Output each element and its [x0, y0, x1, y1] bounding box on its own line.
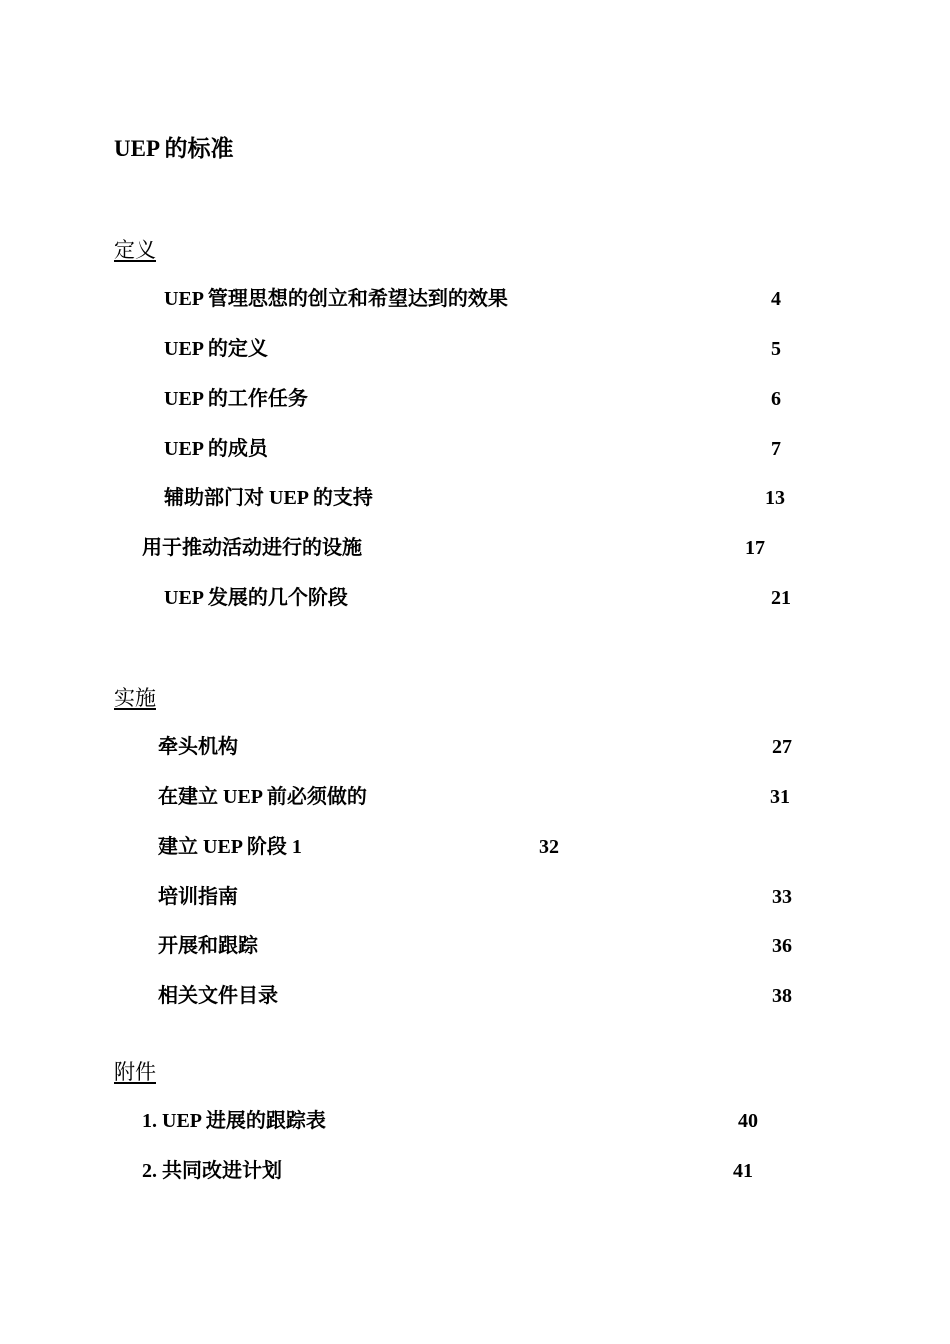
- toc-entry-label: UEP 的成员: [164, 438, 268, 460]
- toc-entry-label: 在建立 UEP 前必须做的: [158, 786, 367, 808]
- toc-entry-page: 4: [771, 288, 781, 310]
- section-heading-definition: 定义: [114, 238, 156, 262]
- document-title: UEP 的标准: [114, 136, 234, 161]
- toc-entry-label: 用于推动活动进行的设施: [142, 537, 362, 559]
- toc-entry-label: 2. 共同改进计划: [142, 1160, 282, 1182]
- toc-entry-page: 17: [745, 537, 765, 559]
- toc-entry-label: UEP 管理思想的创立和希望达到的效果: [164, 288, 508, 310]
- toc-entry-page: 27: [772, 736, 792, 758]
- toc-entry-label: UEP 发展的几个阶段: [164, 587, 348, 609]
- toc-entry-page: 32: [539, 836, 559, 858]
- toc-entry-page: 40: [738, 1110, 758, 1132]
- toc-entry-page: 5: [771, 338, 781, 360]
- toc-entry-page: 31: [770, 786, 790, 808]
- toc-entry-page: 36: [772, 935, 792, 957]
- toc-entry-page: 13: [765, 487, 785, 509]
- toc-entry-label: 牵头机构: [158, 736, 238, 758]
- section-heading-implementation: 实施: [114, 686, 156, 710]
- toc-entry-page: 38: [772, 985, 792, 1007]
- toc-entry-page: 33: [772, 886, 792, 908]
- toc-entry-label: UEP 的工作任务: [164, 388, 308, 410]
- toc-entry-label: 培训指南: [158, 886, 238, 908]
- section-heading-appendix: 附件: [114, 1060, 156, 1084]
- toc-entry-label: 1. UEP 进展的跟踪表: [142, 1110, 326, 1132]
- toc-entry-label: 建立 UEP 阶段 1: [158, 836, 302, 858]
- toc-entry-label: UEP 的定义: [164, 338, 268, 360]
- toc-entry-page: 6: [771, 388, 781, 410]
- toc-entry-label: 相关文件目录: [158, 985, 278, 1007]
- toc-entry-page: 41: [733, 1160, 753, 1182]
- toc-entry-page: 7: [771, 438, 781, 460]
- toc-entry-label: 开展和跟踪: [158, 935, 258, 957]
- toc-entry-label: 辅助部门对 UEP 的支持: [164, 487, 373, 509]
- toc-entry-page: 21: [771, 587, 791, 609]
